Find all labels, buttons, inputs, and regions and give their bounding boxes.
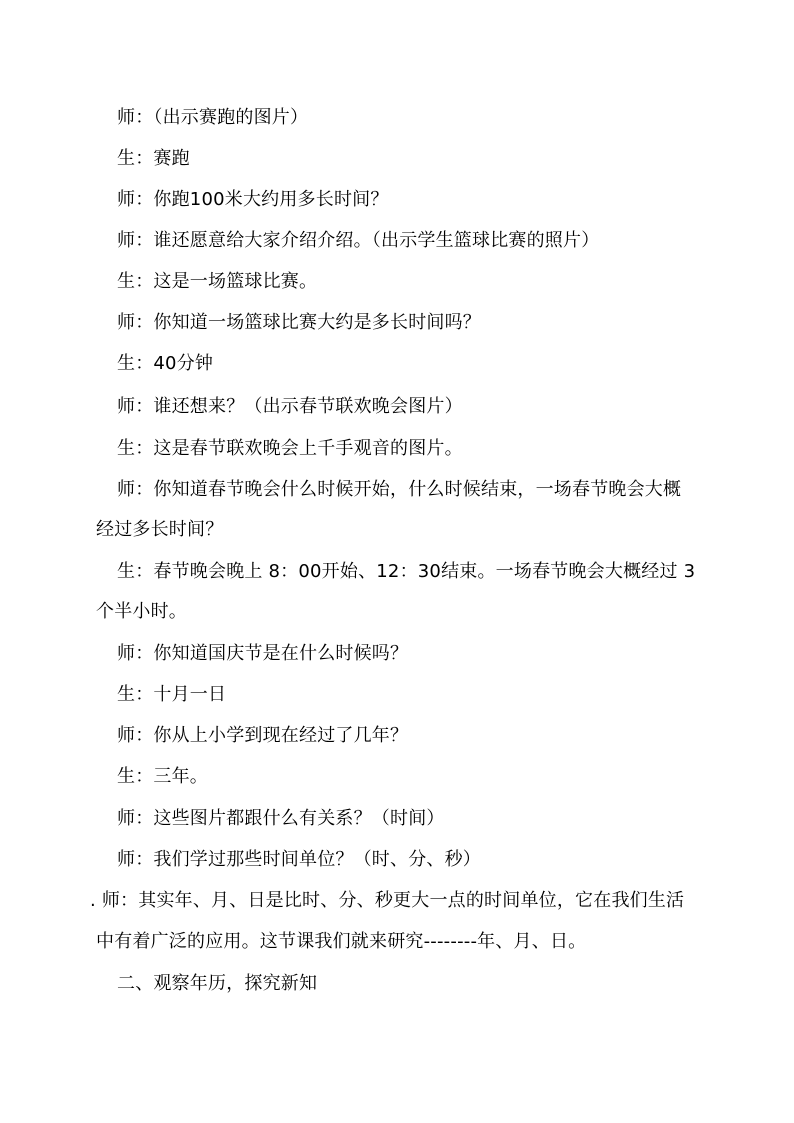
dialogue-line: 生：这是一场篮球比赛。 [117,271,318,292]
dialogue-line-continuation: 经过多长时间？ [96,519,224,540]
dialogue-line: 师：谁还想来？（出示春节联欢晚会图片） [117,396,463,417]
dialogue-line: 师：你知道一场篮球比赛大约是多长时间吗？ [117,312,481,333]
dialogue-line: 师：这些图片都跟什么有关系？（时间） [117,808,445,829]
dialogue-line: 师：谁还愿意给大家介绍介绍。（出示学生篮球比赛的照片） [117,230,600,251]
section-heading: 二、观察年历，探究新知 [117,973,318,994]
dialogue-line: 师：（出示赛跑的图片） [117,107,309,128]
dialogue-line: 生：三年。 [117,766,208,787]
dialogue-line-continuation: 中有着广泛的应用。这节课我们就来研究--------年、月、日。 [96,931,587,952]
dialogue-line: 生：赛跑 [117,148,190,169]
dialogue-line: 生：这是春节联欢晚会上千手观音的图片。 [117,438,463,459]
dialogue-line: 师：你从上小学到现在经过了几年？ [117,725,409,746]
dialogue-line: 师：我们学过那些时间单位？（时、分、秒） [117,849,481,870]
dialogue-line: 师：你跑100米大约用多长时间？ [117,189,389,210]
dialogue-line: 生：十月一日 [117,684,227,705]
dialogue-line: 师：你知道春节晚会什么时候开始，什么时候结束，一场春节晚会大概 [117,479,682,500]
dialogue-line-continuation: 个半小时。 [96,601,187,622]
dialogue-line: 生：40分钟 [117,353,214,374]
dialogue-line: . 师：其实年、月、日是比时、分、秒更大一点的时间单位，它在我们生活 [90,890,685,911]
dialogue-line: 生：春节晚会晚上 8：00开始、12：30结束。一场春节晚会大概经过 3 [117,561,696,582]
dialogue-line: 师：你知道国庆节是在什么时候吗？ [117,643,409,664]
